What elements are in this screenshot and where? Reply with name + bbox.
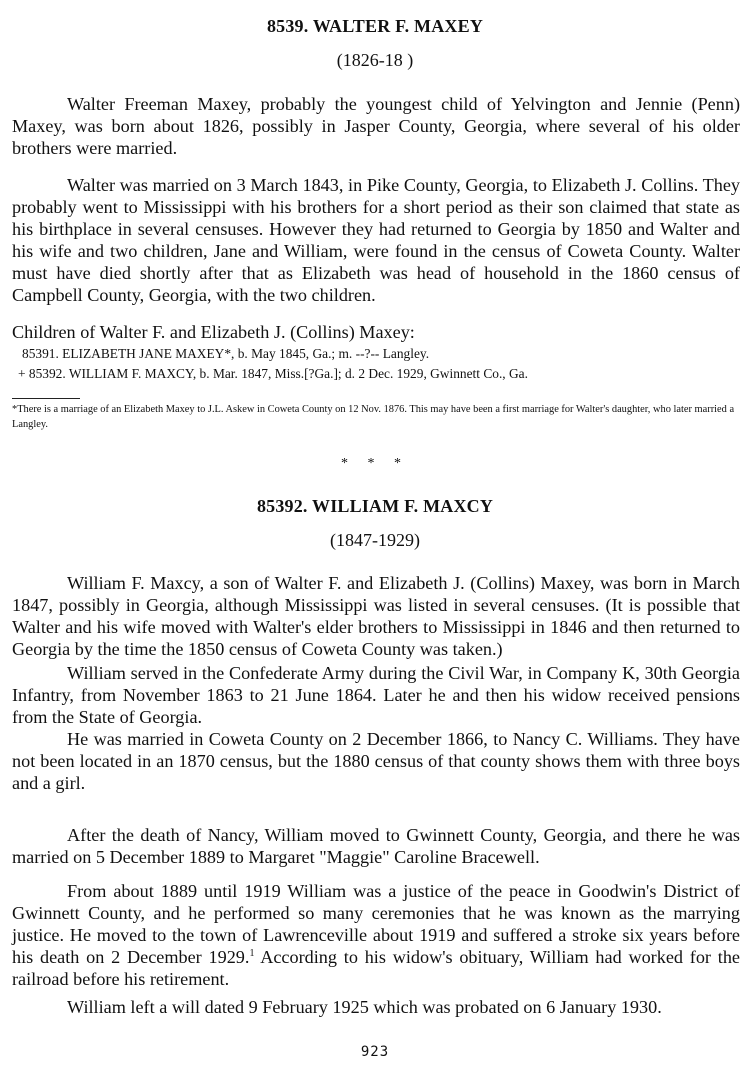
- paragraph-william-5-cont: According to his widow's obituary, William had worked for the railroad before his retirement.: [12, 947, 740, 989]
- children-intro: Children of Walter F. and Elizabeth J. (Collins) Maxey:: [12, 322, 415, 342]
- page-number: 923: [360, 1044, 390, 1060]
- section-dates-walter: (1826-18 ): [336, 50, 414, 70]
- child-entry: + 85392. WILLIAM F. MAXCY, b. Mar. 1847, Miss.[?Ga.]; d. 2 Dec. 1929, Gwinnett Co., Ga.: [18, 366, 528, 381]
- footnote-walter: *There is a marriage of an Elizabeth Maxey to J.L. Askew in Coweta County on 12 Nov. 1876. This may have been a first marriage for Walter's daughter, who later married a Langley.: [12, 404, 735, 430]
- section-separator: * * *: [341, 456, 409, 471]
- paragraph-william-2: William served in the Confederate Army during the Civil War, in Company K, 30th Georgia Infantry, from November 1863 to 21 June 1864. Later he and then his widow received pensions from the State of Georgia.: [12, 663, 740, 727]
- paragraph-william-4: After the death of Nancy, William moved to Gwinnett County, Georgia, and there he was married on 5 December 1889 to Margaret "Maggie" Caroline Bracewell.: [12, 825, 740, 867]
- paragraph-william-5-text: From about 1889 until 1919 William was a justice of the peace in Goodwin's District of Gwinnett County, and he performed so many ceremonies that he was known as the marrying justice. He moved to the town of Lawrenceville about 1919 and suffered a stroke six years before his death on 2 December 1929.: [12, 881, 740, 967]
- footnote-marker: 1: [249, 947, 255, 959]
- section-heading-walter: 8539. WALTER F. MAXEY: [266, 16, 484, 36]
- paragraph-william-3: He was married in Coweta County on 2 December 1866, to Nancy C. Williams. They have not been located in an 1870 census, but the 1880 census of that county shows them with three boys and a girl.: [12, 729, 740, 793]
- paragraph-william-6: William left a will dated 9 February 1925 which was probated on 6 January 1930.: [67, 997, 662, 1017]
- section-heading-william: 85392. WILLIAM F. MAXCY: [256, 496, 494, 516]
- paragraph-walter-2: Walter was married on 3 March 1843, in Pike County, Georgia, to Elizabeth J. Collins. They probably went to Mississippi with his brothers for a short period as their son claimed that state as his birthplace in several censuses. However they had returned to Georgia by 1850 and Walter and his wife and two children, Jane and William, were found in the census of Coweta County. Walter must have died shortly after that as Elizabeth was head of household in the 1860 census of Campbell County, Georgia, with the two children.: [12, 175, 740, 305]
- section-dates-william: (1847-1929): [330, 530, 420, 550]
- paragraph-william-5: [12, 880, 740, 990]
- child-entry: 85391. ELIZABETH JANE MAXEY*, b. May 1845, Ga.; m. --?-- Langley.: [22, 346, 430, 361]
- paragraph-william-1: William F. Maxcy, a son of Walter F. and Elizabeth J. (Collins) Maxey, was born in March 1847, possibly in Georgia, although Mississippi was listed in several censuses. (It is possible that Walter and his wife moved with Walter's elder brothers to Mississippi in 1846 and then returned to Georgia by the time the 1850 census of Coweta County was taken.): [12, 573, 740, 659]
- footnote-rule: [12, 398, 80, 399]
- paragraph-walter-1: Walter Freeman Maxey, probably the youngest child of Yelvington and Jennie (Penn) Maxey, was born about 1826, possibly in Jasper County, Georgia, where several of his older brothers were married.: [12, 94, 740, 158]
